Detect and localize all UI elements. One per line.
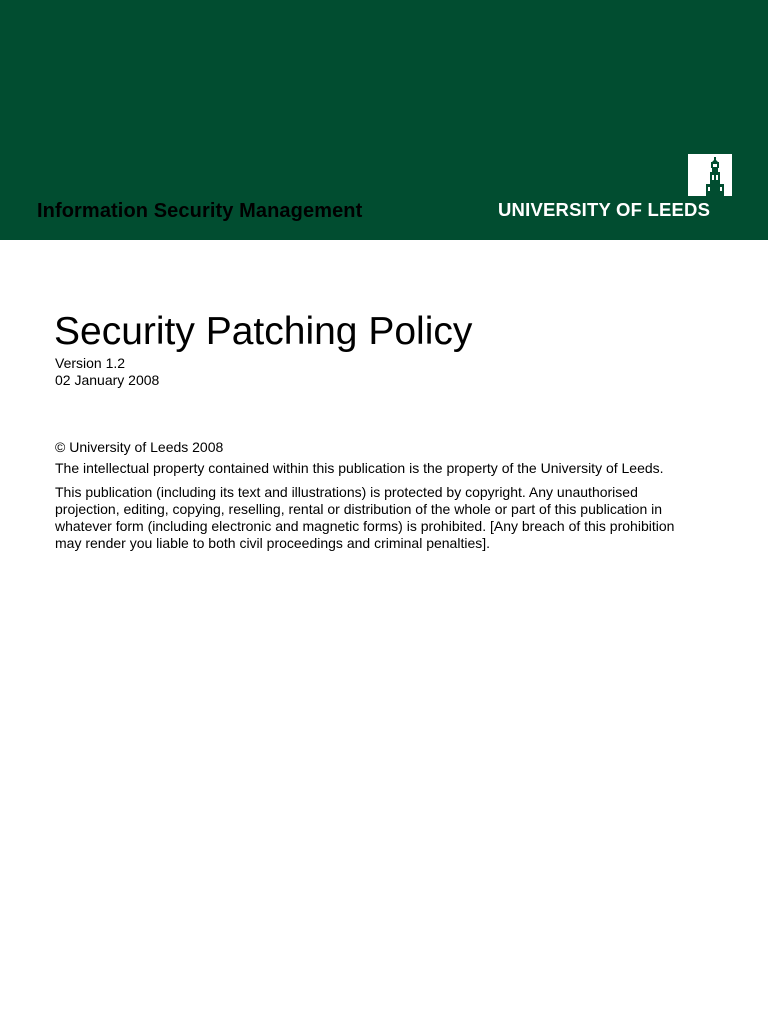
document-date: 02 January 2008 bbox=[55, 372, 160, 388]
department-title: Information Security Management bbox=[37, 200, 363, 222]
university-logo bbox=[497, 152, 737, 224]
document-title: Security Patching Policy bbox=[54, 310, 473, 353]
university-name: UNIVERSITY OF LEEDS bbox=[498, 199, 711, 220]
copyright-notice: © University of Leeds 2008 bbox=[55, 439, 224, 455]
header-banner bbox=[0, 0, 768, 240]
document-version: Version 1.2 bbox=[55, 355, 126, 371]
copyright-statement: This publication (including its text and illustrations) is protected by copyright. Any unauthorised projection, editing, copying, reselling, rental or distribution of the whole or part of this publication in whatever form (including electronic and magnetic forms) is prohibited. [Any breach of this prohibition may render you liable to both civil proceedings and criminal penalties]. bbox=[55, 484, 675, 551]
parkinson-tower-icon bbox=[688, 154, 732, 196]
ip-statement: The intellectual property contained within this publication is the property of the University of Leeds. bbox=[55, 460, 664, 476]
